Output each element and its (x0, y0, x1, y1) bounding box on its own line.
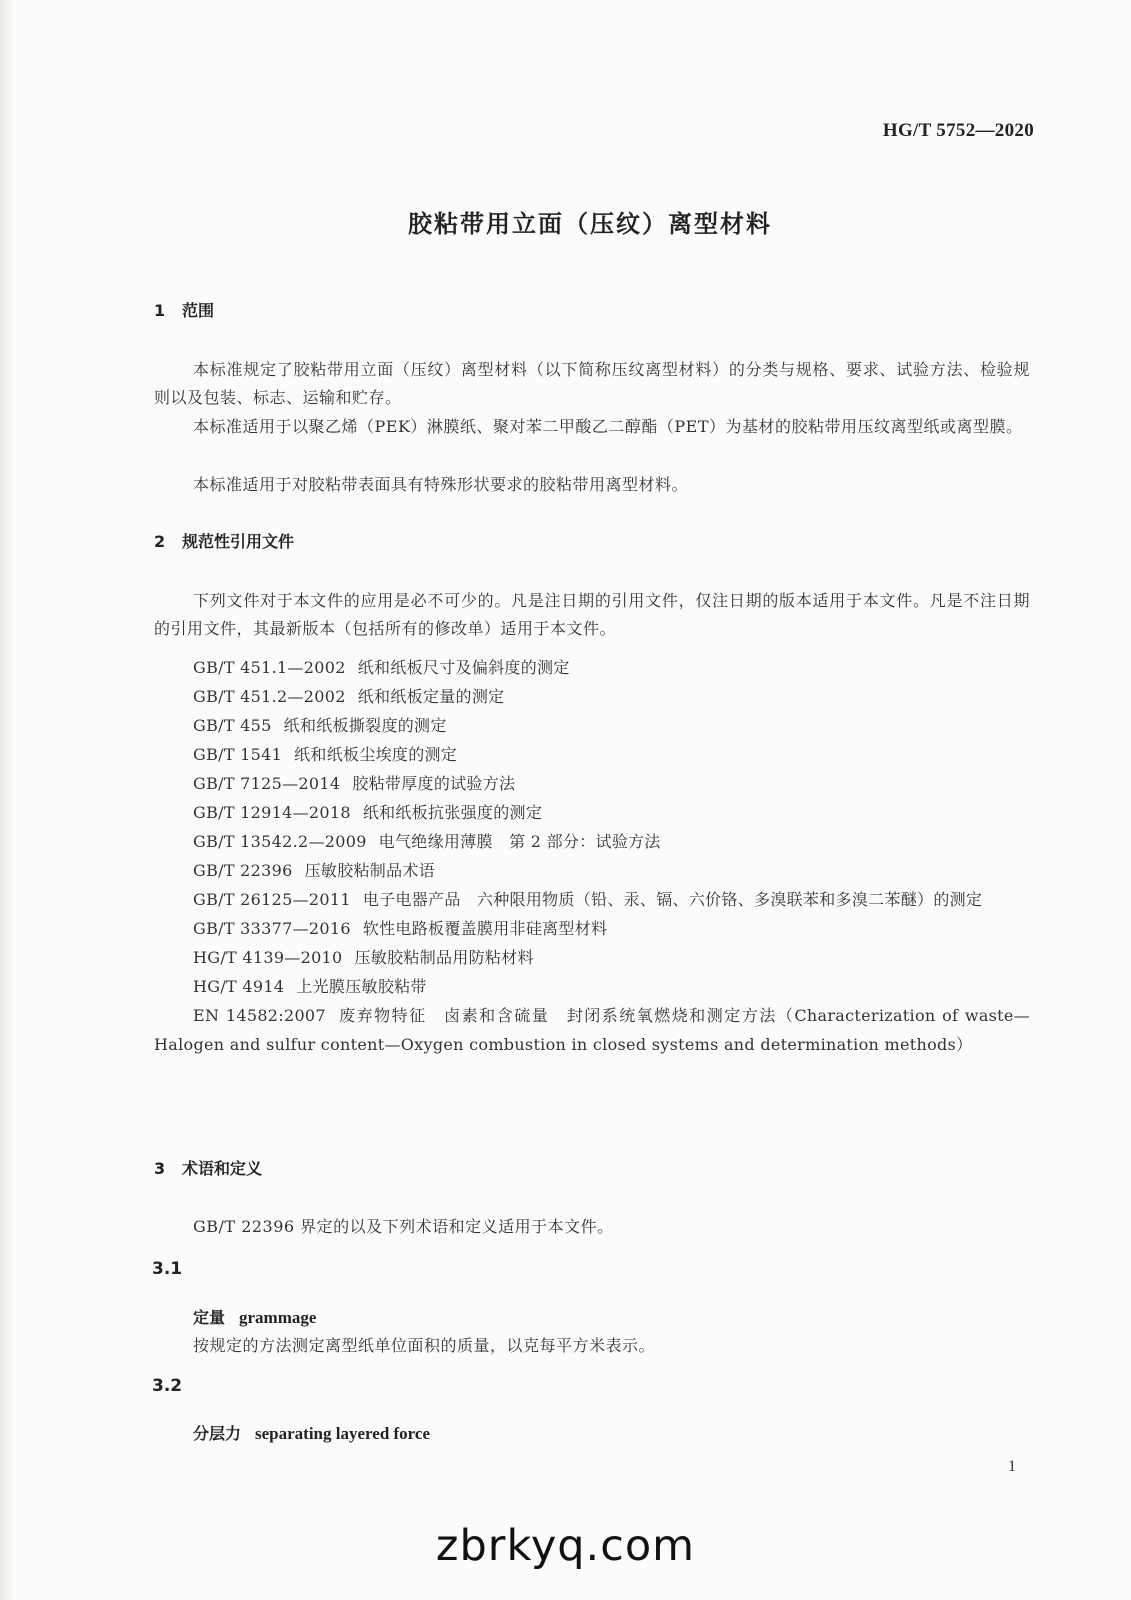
section-number: 1 (154, 301, 166, 320)
reference-code: EN 14582:2007 (193, 1006, 326, 1025)
document-title: 胶粘带用立面（压纹）离型材料 (408, 210, 772, 238)
reference-title: 压敏胶粘制品术语 (304, 861, 435, 880)
reference-title: 废弃物特征 卤素和含硫量 封闭系统氧燃烧和测定方法（Characterization of waste—Halogen and sulfur content—Oxygen combustion in closed systems and determination methods） (154, 1006, 1030, 1054)
section-number: 2 (154, 532, 166, 551)
reference-code: GB/T 33377—2016 (193, 919, 351, 938)
clause-number: 3.2 (152, 1376, 183, 1396)
reference-title: 电子电器产品 六种限用物质（铅、汞、镉、六价铬、多溴联苯和多溴二苯醚）的测定 (362, 890, 983, 909)
section-number: 3 (154, 1159, 166, 1178)
page-number: 1 (1008, 1458, 1016, 1475)
section-1-paragraph-3: 本标准适用于对胶粘带表面具有特殊形状要求的胶粘带用离型材料。 (193, 475, 689, 494)
reference-item (154, 856, 1030, 885)
reference-item (154, 653, 1030, 682)
section-2-intro: 下列文件对于本文件的应用是必不可少的。凡是注日期的引用文件，仅注日期的版本适用于本文件。凡是不注日期的引用文件，其最新版本（包括所有的修改单）适用于本文件。 (154, 591, 1030, 638)
term-definition: 按规定的方法测定离型纸单位面积的质量，以克每平方米表示。 (193, 1336, 656, 1355)
term-chinese: 定量 (193, 1308, 226, 1327)
section-1-paragraph-2: 本标准适用于以聚乙烯（PEK）淋膜纸、聚对苯二甲酸乙二醇酯（PET）为基材的胶粘带用压纹离型纸或离型膜。 (193, 417, 1023, 436)
reference-code: HG/T 4914 (193, 977, 285, 996)
reference-title: 胶粘带厚度的试验方法 (352, 774, 516, 793)
reference-code: GB/T 451.2—2002 (193, 687, 346, 706)
section-1-paragraph-1: 本标准规定了胶粘带用立面（压纹）离型材料（以下简称压纹离型材料）的分类与规格、要求、试验方法、检验规则以及包装、标志、运输和贮存。 (154, 360, 1030, 407)
reference-title: 纸和纸板尺寸及偏斜度的测定 (357, 658, 570, 677)
reference-title: 压敏胶粘制品用防粘材料 (354, 948, 534, 967)
scan-edge (0, 0, 14, 1600)
section-title: 规范性引用文件 (182, 532, 295, 551)
clause-number: 3.1 (152, 1259, 183, 1279)
section-2-heading (154, 529, 294, 552)
reference-code: GB/T 12914—2018 (193, 803, 351, 822)
reference-code: HG/T 4139—2010 (193, 948, 343, 967)
term-english: separating layered force (255, 1424, 431, 1443)
section-title: 术语和定义 (182, 1159, 263, 1178)
reference-item (154, 1001, 1030, 1059)
term-entry (193, 1421, 430, 1444)
reference-title: 纸和纸板撕裂度的测定 (283, 716, 447, 735)
term-english: grammage (239, 1308, 317, 1327)
section-title: 范围 (182, 301, 215, 320)
reference-code: GB/T 451.1—2002 (193, 658, 346, 677)
standard-number: HG/T 5752—2020 (882, 120, 1034, 141)
reference-item (154, 827, 1030, 856)
reference-title: 上光膜压敏胶粘带 (296, 977, 427, 996)
reference-title: 纸和纸板尘埃度的测定 (294, 745, 458, 764)
reference-code: GB/T 1541 (193, 745, 283, 764)
reference-code: GB/T 455 (193, 716, 272, 735)
section-1-heading (154, 298, 214, 321)
reference-item (154, 914, 1030, 943)
section-3-heading (154, 1156, 262, 1179)
reference-item (154, 740, 1030, 769)
reference-title: 电气绝缘用薄膜 第 2 部分：试验方法 (378, 832, 661, 851)
reference-title: 软性电路板覆盖膜用非硅离型材料 (362, 919, 608, 938)
reference-item (154, 798, 1030, 827)
reference-list (154, 653, 1030, 1059)
reference-code: GB/T 22396 (193, 861, 293, 880)
reference-title: 纸和纸板抗张强度的测定 (362, 803, 543, 822)
reference-code: GB/T 26125—2011 (193, 890, 351, 909)
reference-item (154, 885, 1030, 914)
watermark-text: zbrkyq.com (435, 1521, 696, 1571)
reference-item (154, 711, 1030, 740)
reference-item (154, 943, 1030, 972)
term-entry (193, 1305, 316, 1328)
reference-item (154, 769, 1030, 798)
term-chinese: 分层力 (193, 1424, 242, 1443)
section-3-intro: GB/T 22396 界定的以及下列术语和定义适用于本文件。 (193, 1217, 614, 1236)
reference-code: GB/T 7125—2014 (193, 774, 341, 793)
reference-title: 纸和纸板定量的测定 (357, 687, 505, 706)
reference-item (154, 972, 1030, 1001)
reference-code: GB/T 13542.2—2009 (193, 832, 367, 851)
reference-item (154, 682, 1030, 711)
